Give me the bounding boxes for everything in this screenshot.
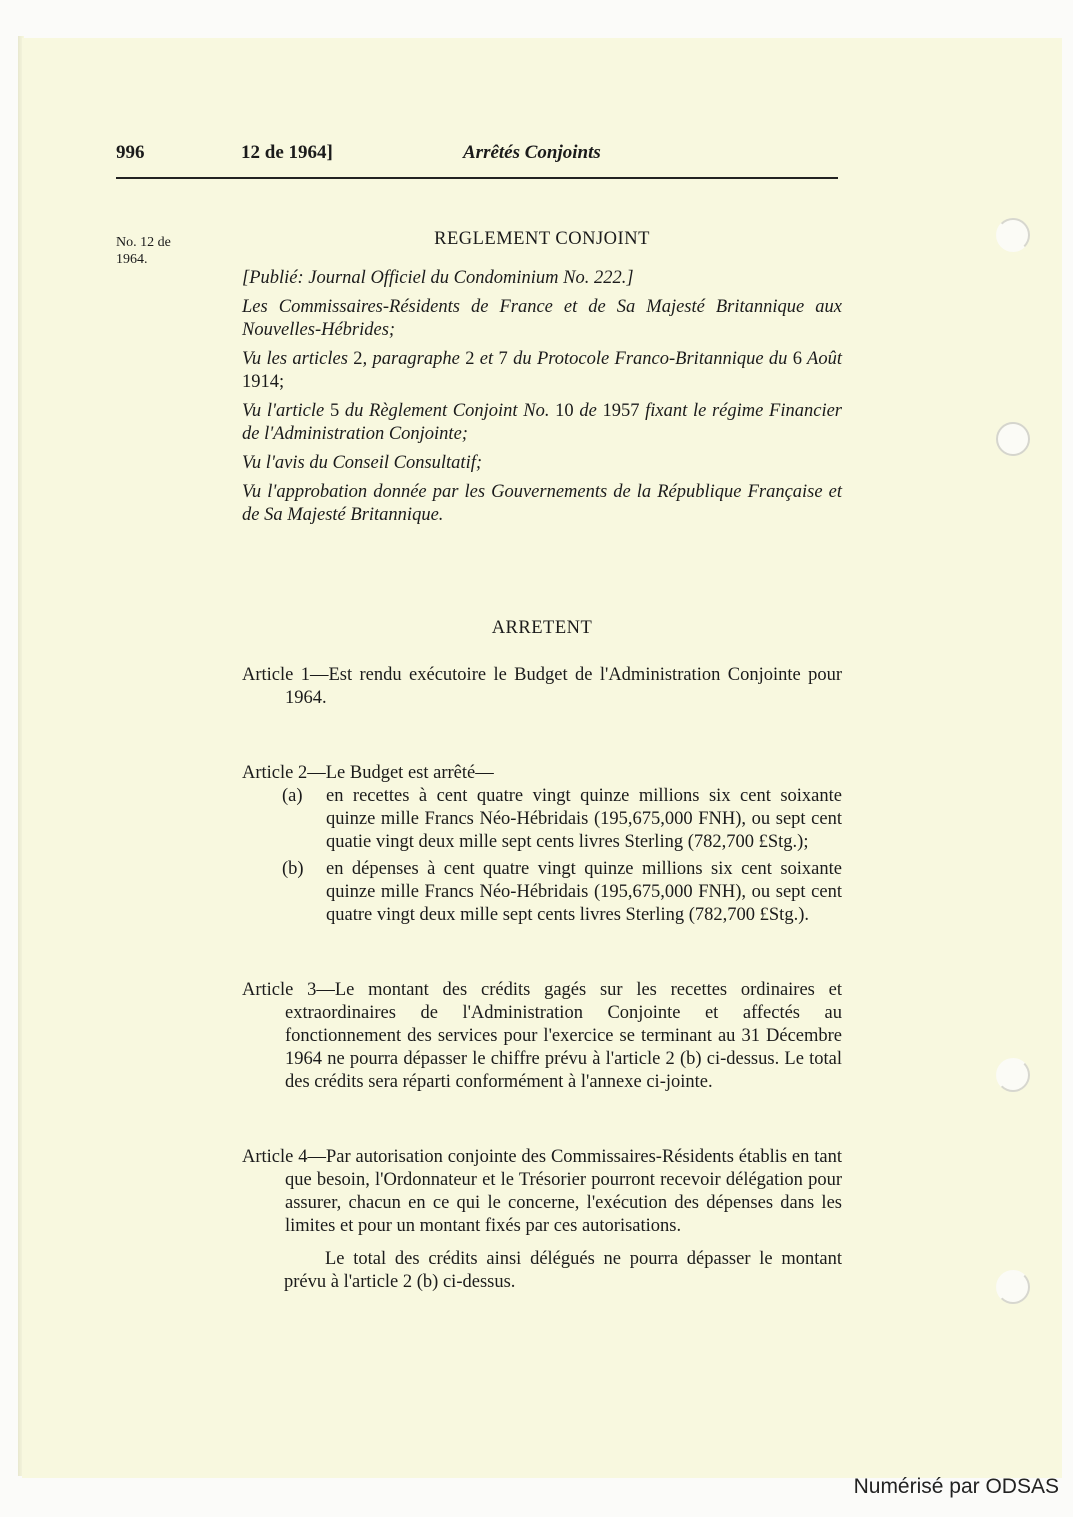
text-run: du Protocole Franco-Britannique du	[507, 349, 793, 369]
article-4-paragraph-2: Le total des crédits ainsi délégués ne pourra dépasser le montant prévu à l'article 2 (b) ci-dessus.	[284, 1249, 842, 1292]
digitization-watermark: Numérisé par ODSAS	[853, 1475, 1059, 1498]
margin-note	[116, 234, 216, 268]
regulation-number: 12 de 1964]	[241, 142, 333, 163]
preamble-commissioners: Les Commissaires-Résidents de France et de Sa Majesté Britannique aux Nouvelles-Hébrides;	[242, 297, 842, 340]
text-run: , paragraphe	[362, 349, 466, 369]
margin-note-line2: 1964.	[116, 252, 148, 267]
preamble-vu-articles	[242, 348, 842, 394]
article-3: Article 3—Le montant des crédits gagés sur les recettes ordinaires et extraordinaires de l'Administration Conjointe et affectés au fonctionnement des services pour l'exercice se terminant au 31 Décembre 1964 ne pourra dépasser le chiffre prévu à l'article 2 (b) ci-dessus. Le total des crédits sera réparti conformément à l'annexe ci-jointe.	[242, 980, 842, 1092]
preamble-vu-reglement	[242, 400, 842, 446]
page-number: 996	[116, 142, 145, 163]
text-run: du Règlement Conjoint No.	[339, 401, 556, 421]
punch-hole	[996, 422, 1030, 456]
document-body	[242, 228, 842, 1294]
text-run: 7	[498, 349, 508, 369]
article-2: Article 2—Le Budget est arrêté—	[242, 763, 494, 783]
item-text: en dépenses à cent quatre vingt quinze millions six cent soixante quinze mille Francs Néo-Hébridais (195,675,000 FNH), ou sept cent quatre vingt deux mille sept cents livres Sterling (782,700 £Stg.).	[326, 859, 842, 925]
item-label: (a)	[282, 786, 303, 806]
text-run: de	[573, 401, 603, 421]
text-run: 1914	[242, 372, 279, 392]
regulation-title: REGLEMENT CONJOINT	[434, 229, 650, 249]
preamble-published: [Publié: Journal Officiel du Condominium No. 222.]	[242, 268, 634, 288]
text-run: 2	[353, 349, 363, 369]
text-run: fixant le régime Financier de l'Administration Conjointe;	[242, 401, 842, 444]
text-run: 6	[792, 349, 803, 369]
item-label: (b)	[282, 859, 304, 879]
article-4: Article 4—Par autorisation conjointe des Commissaires-Résidents établis en tant que besoin, l'Ordonnateur et le Trésorier pourront recevoir délégation pour assurer, chacun en ce qui le concerne, l'exécution des dépenses dans les limites et pour un montant fixés par ces autorisations.	[242, 1147, 842, 1236]
article-2-item-a	[242, 785, 842, 854]
preamble-vu-avis: Vu l'avis du Conseil Consultatif;	[242, 453, 483, 473]
punch-hole	[996, 1270, 1030, 1304]
punch-hole	[996, 218, 1030, 252]
preamble-vu-approbation: Vu l'approbation donnée par les Gouvernements de la République Française et de Sa Majesté Britannique.	[242, 482, 842, 525]
text-run: Vu l'article	[242, 401, 330, 421]
running-header	[116, 142, 838, 182]
text-run: 1957	[602, 401, 640, 421]
decree-heading: ARRETENT	[491, 618, 593, 638]
article-2-item-b	[242, 858, 842, 927]
margin-note-line1: No. 12 de	[116, 235, 171, 250]
text-run: 5	[329, 401, 340, 421]
text-run: 10	[555, 401, 574, 421]
text-run: et	[474, 349, 499, 369]
punch-hole	[996, 1058, 1030, 1092]
text-run: Août	[802, 349, 842, 369]
item-text: en recettes à cent quatre vingt quinze millions six cent soixante quinze mille Francs Néo-Hébridais (195,675,000 FNH), ou sept cent quatie vingt deux mille sept cents livres Sterling (782,700 £Stg.);	[326, 786, 842, 852]
text-run: Vu les articles	[242, 349, 354, 369]
text-run: ;	[279, 372, 285, 392]
text-run: 2	[465, 349, 475, 369]
article-2-subitems	[242, 785, 842, 927]
article-1: Article 1—Est rendu exécutoire le Budget de l'Administration Conjointe pour 1964.	[242, 665, 842, 708]
running-title: Arrêtés Conjoints	[463, 142, 601, 163]
header-rule	[116, 177, 838, 179]
